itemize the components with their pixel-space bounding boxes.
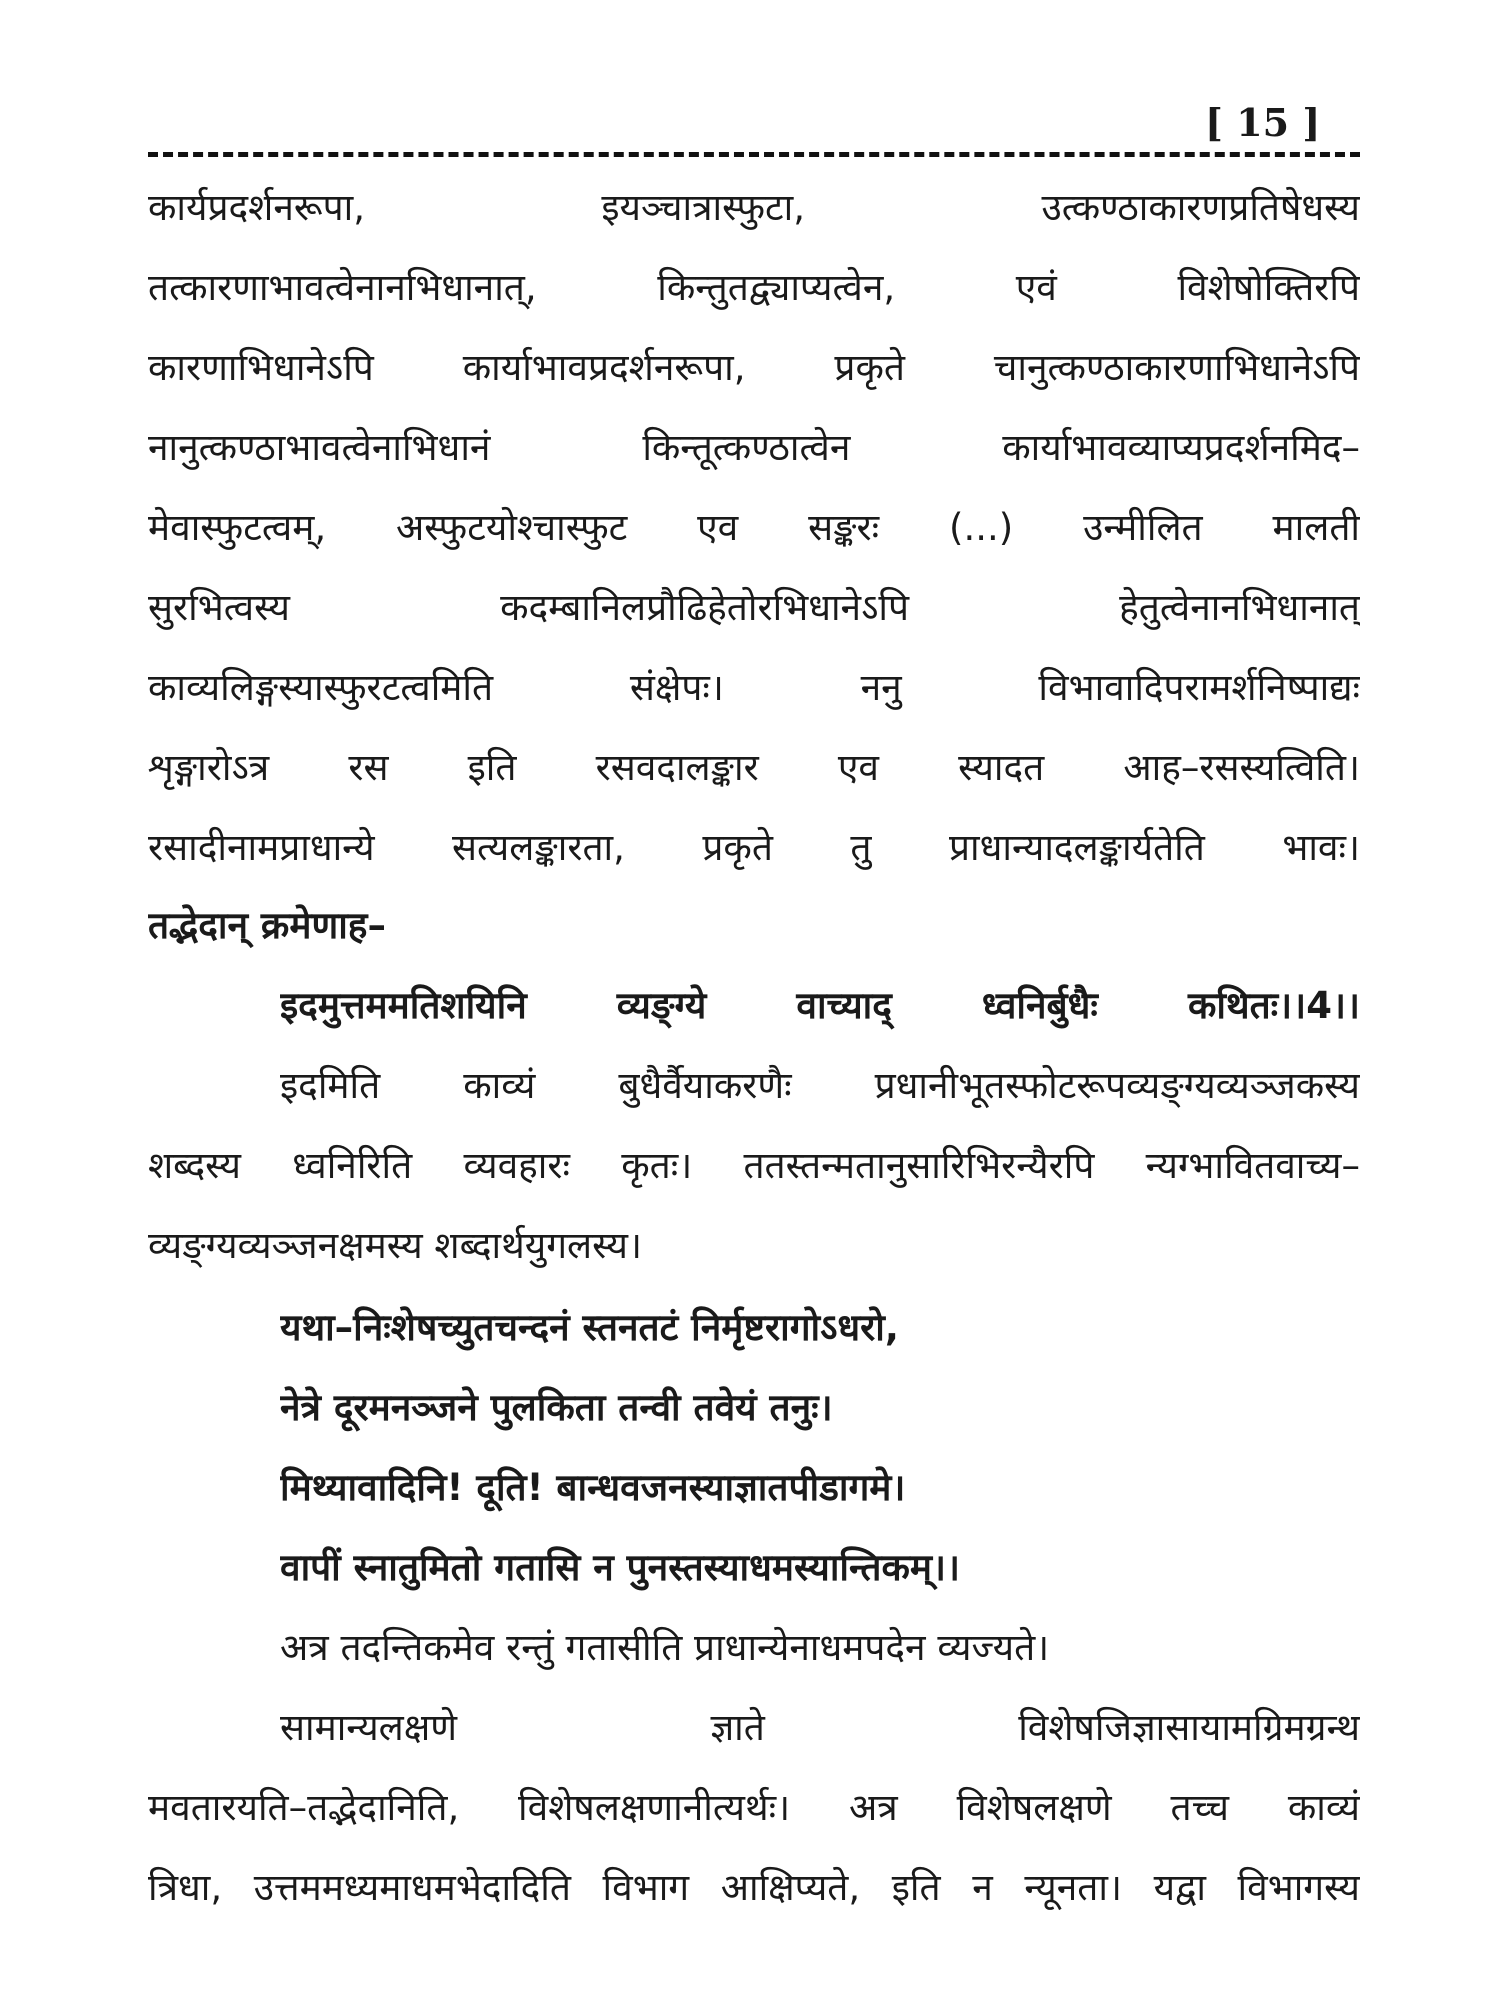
section-heading: तद्भेदान् क्रमेणाह– — [148, 904, 386, 947]
text-line: मेवास्फुटत्वम्, अस्फुटयोश्चास्फुट एव सङ्करः (...) उन्मीलित मालती — [148, 506, 1360, 549]
karika-verse: इदमुत्तममतिशयिनि व्यङ्ग्ये वाच्याद् ध्वनिर्बुधैः कथितः।।4।। — [280, 984, 1360, 1027]
text-line: व्यङ्ग्यव्यञ्जनक्षमस्य शब्दार्थयुगलस्य। — [148, 1224, 643, 1267]
text-line: त्रिधा, उत्तममध्यमाधमभेदादिति विभाग आक्षिप्यते, इति न न्यूनता। यद्वा विभागस्य — [148, 1866, 1360, 1909]
verse-line: यथा–निःशेषच्युतचन्दनं स्तनतटं निर्मृष्टरागोऽधरो, — [280, 1306, 899, 1349]
text-line: तत्कारणाभावत्वेनानभिधानात्, किन्तुतद्व्याप्यत्वेन, एवं विशेषोक्तिरपि — [148, 266, 1360, 309]
text-line: सुरभित्वस्य कदम्बानिलप्रौढिहेतोरभिधानेऽपि हेतुत्वेनानभिधानात् — [148, 586, 1360, 629]
text-line: अत्र तदन्तिकमेव रन्तुं गतासीति प्राधान्येनाधमपदेन व्यज्यते। — [280, 1626, 1050, 1669]
text-line: शृङ्गारोऽत्र रस इति रसवदालङ्कार एव स्यादत आह–रसस्यत्विति। — [148, 746, 1360, 789]
text-line: शब्दस्य ध्वनिरिति व्यवहारः कृतः। ततस्तन्मतानुसारिभिरन्यैरपि न्यग्भावितवाच्य– — [148, 1144, 1360, 1187]
text-line: इदमिति काव्यं बुधैर्वैयाकरणैः प्रधानीभूतस्फोटरूपव्यङ्ग्यव्यञ्जकस्य — [280, 1064, 1360, 1107]
text-line: रसादीनामप्राधान्ये सत्यलङ्कारता, प्रकृते तु प्राधान्यादलङ्कार्यतेति भावः। — [148, 826, 1360, 869]
text-line: मवतारयति–तद्भेदानिति, विशेषलक्षणानीत्यर्थः। अत्र विशेषलक्षणे तच्च काव्यं — [148, 1786, 1360, 1829]
header-rule — [148, 152, 1360, 157]
text-line: कारणाभिधानेऽपि कार्याभावप्रदर्शनरूपा, प्रकृते चानुत्कण्ठाकारणाभिधानेऽपि — [148, 346, 1360, 389]
verse-line: वापीं स्नातुमितो गतासि न पुनस्तस्याधमस्यान्तिकम्।। — [280, 1546, 961, 1589]
text-line: काव्यलिङ्गस्यास्फुरटत्वमिति संक्षेपः। ननु विभावादिपरामर्शनिष्पाद्यः — [148, 666, 1360, 709]
verse-line: नेत्रे दूरमनञ्जने पुलकिता तन्वी तवेयं तनुः। — [280, 1386, 833, 1429]
text-line: कार्यप्रदर्शनरूपा, इयञ्चात्रास्फुटा, उत्कण्ठाकारणप्रतिषेधस्य — [148, 186, 1360, 229]
text-line: नानुत्कण्ठाभावत्वेनाभिधानं किन्तूत्कण्ठात्वेन कार्याभावव्याप्यप्रदर्शनमिद– — [148, 426, 1360, 469]
verse-line: मिथ्यावादिनि! दूति! बान्धवजनस्याज्ञातपीडागमे। — [280, 1466, 906, 1509]
text-line: सामान्यलक्षणे ज्ञाते विशेषजिज्ञासायामग्रिमग्रन्थ — [280, 1706, 1360, 1749]
page-number: [ 15 ] — [1205, 100, 1321, 145]
